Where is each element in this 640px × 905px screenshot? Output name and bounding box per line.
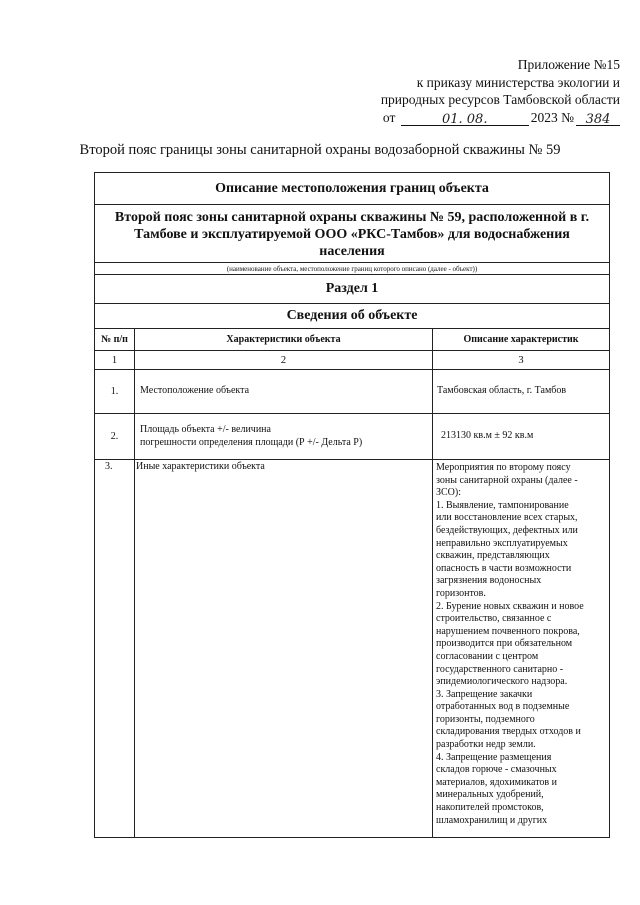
row-2-num: 2. [95,414,135,460]
section-title: Раздел 1 [95,275,610,304]
description-line: Мероприятия по второму поясу [436,462,571,473]
column-number-2: 2 [135,351,433,370]
description-line: отработанных вод в подземные [436,701,570,713]
object-caption: (наименование объекта, местоположение границ которого описано (далее - объект)) [95,263,610,275]
table-row [95,460,610,838]
row-1-num: 1. [95,370,135,414]
table-header: Описание местоположения границ объекта [95,173,610,205]
row-1-description: Тамбовская область, г. Тамбов [433,370,610,414]
description-line: эпидемиологического надзора. [436,676,568,688]
handwritten-number: 384 [585,112,611,127]
number-field [576,110,620,126]
row-2-characteristic-line-1: Площадь объекта +/- величина [140,424,271,435]
row-3-num: 3. [95,460,135,838]
description-line: складов горюче - смазочных [436,764,557,776]
row-3-description-text [433,460,609,827]
column-header-characteristic: Характеристики объекта [135,329,433,351]
row-2-description: 213130 кв.м ± 92 кв.м [433,414,610,460]
description-line: накопителей промстоков, [436,802,544,814]
handwritten-date: 01. 08. [441,112,488,127]
description-line: 4. Запрещение размещения [436,751,552,763]
description-line: скважин, представляющих [436,550,550,562]
appendix-date-line [330,109,620,127]
column-header-description: Описание характеристик [433,329,610,351]
description-line: складирования твердых отходов и [436,726,581,738]
section-subtitle: Сведения об объекте [95,304,610,329]
document-title: Второй пояс границы зоны санитарной охраны водозаборной скважины № 59 [79,142,561,158]
row-2-characteristic-line-2: погрешности определения площади (Р +/- Дельта Р) [140,436,363,448]
description-line: производится при обязательном [436,638,573,650]
description-line: разработки недр земли. [436,739,536,751]
description-line: строительство, связанное с [436,613,552,625]
table-row [95,414,610,460]
description-line: бездействующих, дефектных или [436,524,578,536]
description-line: неправильно эксплуатируемых [436,537,568,549]
row-1-characteristic: Местоположение объекта [135,370,433,414]
row-3-description [433,460,610,838]
object-name: Второй пояс зоны санитарной охраны скважины № 59, расположенной в г. Тамбове и эксплуатируемой ООО «РКС-Тамбов» для водоснабжения населения [95,205,610,263]
description-line: 3. Запрещение закачки [436,688,533,700]
description-line: нарушением почвенного покрова, [436,625,580,637]
date-prefix: от [382,109,396,125]
description-line: 1. Выявление, тампонирование [436,499,569,511]
description-line: ЗСО): [436,487,462,499]
object-table [94,172,610,838]
description-line: горизонтов. [436,587,486,599]
column-number-1: 1 [95,351,135,370]
column-header-num: № п/п [95,329,135,351]
description-line: опасность в части возможности [436,562,572,574]
appendix-block [330,56,620,126]
appendix-line-2: к приказу министерства экологии и [416,74,620,90]
description-line: материалов, ядохимикатов и [436,776,558,788]
description-line: горизонты, подземного [436,713,535,725]
description-line: шламохранилищ и других [436,814,548,826]
description-line: 2. Бурение новых скважин и новое [436,600,584,612]
description-line: минеральных удобрений, [436,789,544,801]
description-line: загрязнения водоносных [436,575,542,587]
row-2-characteristic [135,414,433,460]
table-row [95,370,610,414]
column-number-3: 3 [433,351,610,370]
description-line: согласовании с центром [436,650,539,662]
description-line: государственного санитарно - [436,663,564,675]
year-text: 2023 № [530,109,574,125]
date-field [401,110,529,126]
row-3-characteristic: Иные характеристики объекта [135,460,433,838]
description-line: зоны санитарной охраны (далее - [436,474,578,486]
appendix-line-3: природных ресурсов Тамбовской области [380,92,620,107]
description-line: или восстановление всех старых, [436,512,578,524]
appendix-line-1: Приложение №15 [517,57,620,72]
